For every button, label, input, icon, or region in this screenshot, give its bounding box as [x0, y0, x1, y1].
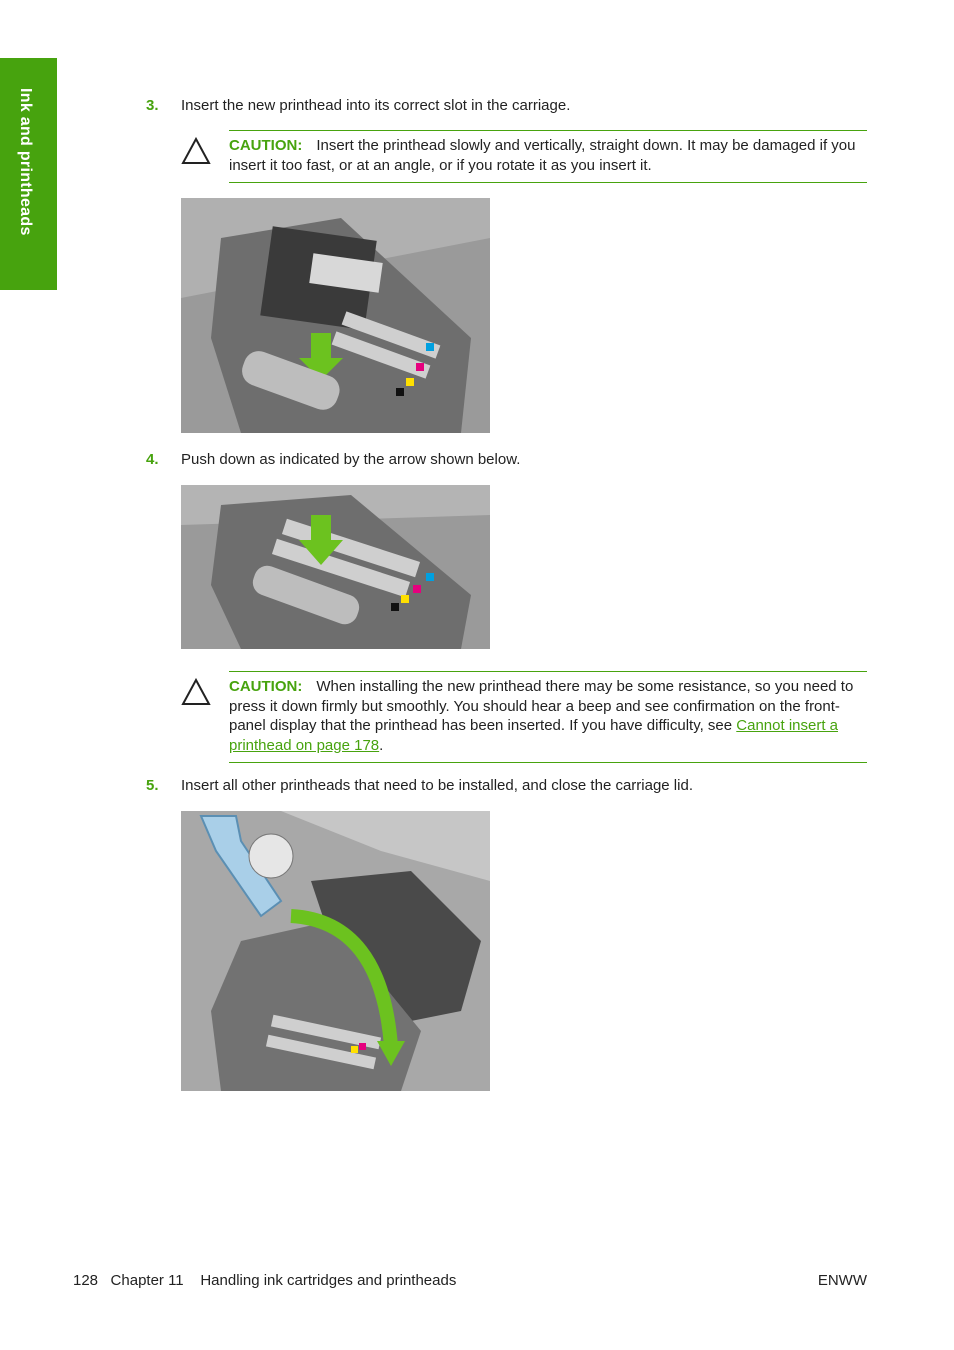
cannot-insert-printhead-link[interactable]: Cannot insert a printhead on page 178 — [229, 717, 839, 754]
step-number: 3. — [146, 97, 159, 114]
caution-box-1 — [229, 130, 867, 183]
step-text: Insert the new printhead into its correct slot in the carriage. — [181, 97, 571, 114]
caution-text-end: . — [379, 736, 384, 754]
caution-label: CAUTION: — [229, 137, 303, 154]
chapter-label: Chapter 11 — [110, 1272, 184, 1289]
step-text: Push down as indicated by the arrow shown below. — [181, 451, 521, 468]
close-carriage-lid-illustration — [181, 811, 490, 1091]
chapter-side-tab — [0, 58, 57, 290]
caution-text: Insert the printhead slowly and vertically, straight down. It may be damaged if you insert it too fast, or at an angle, or if you rotate it as you insert it. — [229, 137, 856, 174]
caution-text: When installing the new printhead there may be some resistance, so you need to press it down firmly but smoothly. You should hear a beep and see confirmation on the front-panel display that the printhead has been inserted. If you have difficulty, see — [229, 678, 854, 734]
printhead-insert-illustration — [181, 198, 490, 433]
page-number: 128 — [73, 1272, 99, 1289]
step-number: 5. — [146, 777, 159, 794]
footer-right-label: ENWW — [817, 1272, 867, 1289]
caution-box-2 — [229, 671, 867, 763]
side-tab-label: Ink and printheads — [17, 88, 34, 236]
step-number: 4. — [146, 451, 159, 468]
caution-label: CAUTION: — [229, 678, 303, 695]
step-text: Insert all other printheads that need to be installed, and close the carriage lid. — [181, 777, 693, 794]
chapter-title: Handling ink cartridges and printheads — [200, 1272, 457, 1289]
footer-left — [73, 1272, 456, 1289]
caution-triangle-icon — [181, 678, 211, 706]
caution-triangle-icon — [181, 137, 211, 165]
printhead-push-illustration — [181, 485, 490, 649]
